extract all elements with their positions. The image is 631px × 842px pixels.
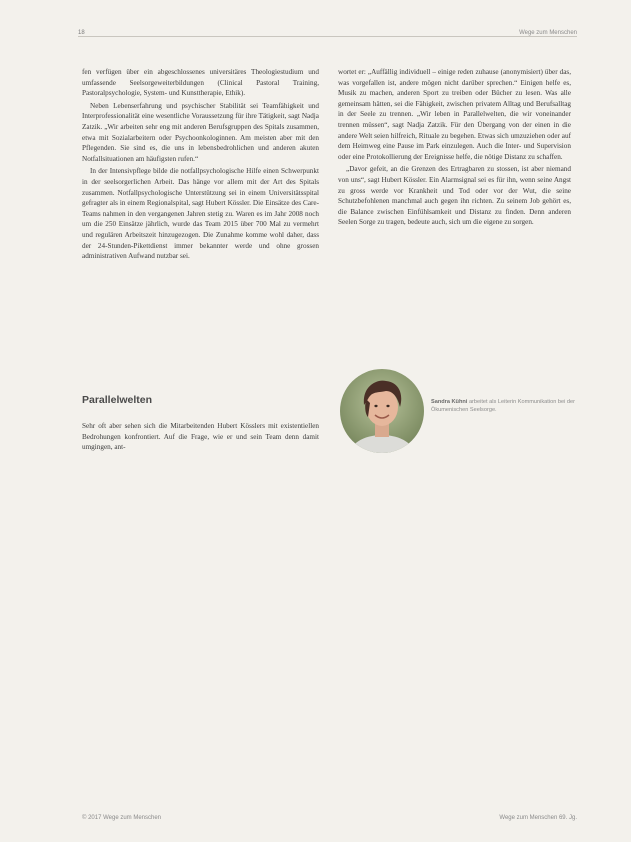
right-column [338, 67, 571, 230]
left-column [82, 67, 319, 264]
author-description: arbeitet als Leiterin Kommunikation bei der Ökumenischen Seelsorge. [431, 399, 575, 413]
right-paragraph-2: „Davor gefeit, an die Grenzen des Ertragbaren zu stossen, ist aber niemand von uns“, sagt Hubert Kössler. Ein Alarmsignal sei es für ihn, wenn seine Angst zu gross werde vor Krankheit und Tod oder vor der Wut, die seine Schutzbefohlenen manchmal auch gegen ihn richten. Zu seinem Job gehört es, die Balance zwischen Einfühlsamkeit und Distanz zu finden. Denn anderen Seelen Sorge zu tragen, bedeute auch, sich um die eigene zu sorgen. [338, 165, 571, 227]
author-portrait [340, 369, 424, 453]
author-caption [431, 398, 581, 414]
section-heading: Parallelwelten [82, 394, 153, 406]
section-paragraph: Sehr oft aber sehen sich die Mitarbeitenden Hubert Kösslers mit existentiellen Bedrohungen konfrontiert. Auf die Frage, wie er und sein Team denn damit umgingen, ant- [82, 422, 319, 452]
section-body [82, 421, 319, 455]
footer-copyright: © 2017 Wege zum Menschen [82, 815, 162, 821]
footer-journal: Wege zum Menschen 69. Jg. [499, 815, 577, 821]
right-paragraph-1: wortet er: „Auffällig individuell – einige reden zuhause (anonymisiert) über das, was vorgefallen ist, andere mögen nicht darüber sprechen.“ Einigen helfe es, Musik zu machen, anderen Sport zu treiben oder Bücher zu lesen. Was alle gemeinsam hätten, sei die Fähigkeit, zwischen privatem Alltag und Berufsalltag in der Seele zu trennen. „Wir leben in Parallelwelten, die wir voneinander trennen müssen“, sagt Nadja Zatzik. Für den Übergang von der einen in die andere Welt seien hilfreich, Rituale zu begehen. Etwas sich umzuziehen oder auf dem Heimweg eine Pause im Park einzulegen. Auch die Inter- und Supervision oder eine Protokollierung der Ereignisse helfe, die nötige Distanz zu schaffen. [338, 68, 571, 161]
journal-title: Wege zum Menschen [519, 30, 577, 36]
left-paragraph-3: In der Intensivpflege bilde die notfallpsychologische Hilfe einen Schwerpunkt in der seelsorgerlichen Arbeit. Das hänge vor allem mit der Art des Spitals zusammen. Notfallpsychologische Unterstützung sei in einem Universitätsspital gefragter als in einem Regionalspital, sagt Hubert Kössler. Die Einsätze des Care-Teams nahmen in den vergangenen Jahren stetig zu. Waren es im Jahr 2008 noch um die 250 Einsätze jährlich, wurde das Team 2015 über 700 Mal zu vermehrt und regulären Arbeitszeit hinzugezogen. Die Zunahme komme wohl daher, dass der 24-Stunden-Pikettdienst immer bekannter werde und ohne grossen administrativen Aufwand nutzbar sei. [82, 167, 319, 261]
page-number: 18 [78, 30, 85, 36]
author-name: Sandra Kühni [431, 399, 468, 405]
header-rule [78, 36, 577, 37]
left-paragraph-1: fen verfügen über ein abgeschlossenes universitäres Theologiestudium und umfassende Seelsorgeweiterbildungen (Clinical Pastoral Training, Pastoralpsychologie, System- und Kunsttherapie, Ethik). [82, 68, 319, 98]
left-paragraph-2: Neben Lebenserfahrung und psychischer Stabilität sei Teamfähigkeit und Interprofessionalität eine wesentliche Voraussetzung für ihre Tätigkeit, sagt Nadja Zatzik. „Wir arbeiten sehr eng mit anderen Berufsgruppen des Spitals zusammen, etwa mit Sozialarbeitern oder Psychoonkologinnen. Am meisten aber mit den Pflegenden. Sie sind es, die uns in lebensbedrohlichen und anderen akuten Notfallsituationen am häufigsten rufen.“ [82, 101, 319, 163]
